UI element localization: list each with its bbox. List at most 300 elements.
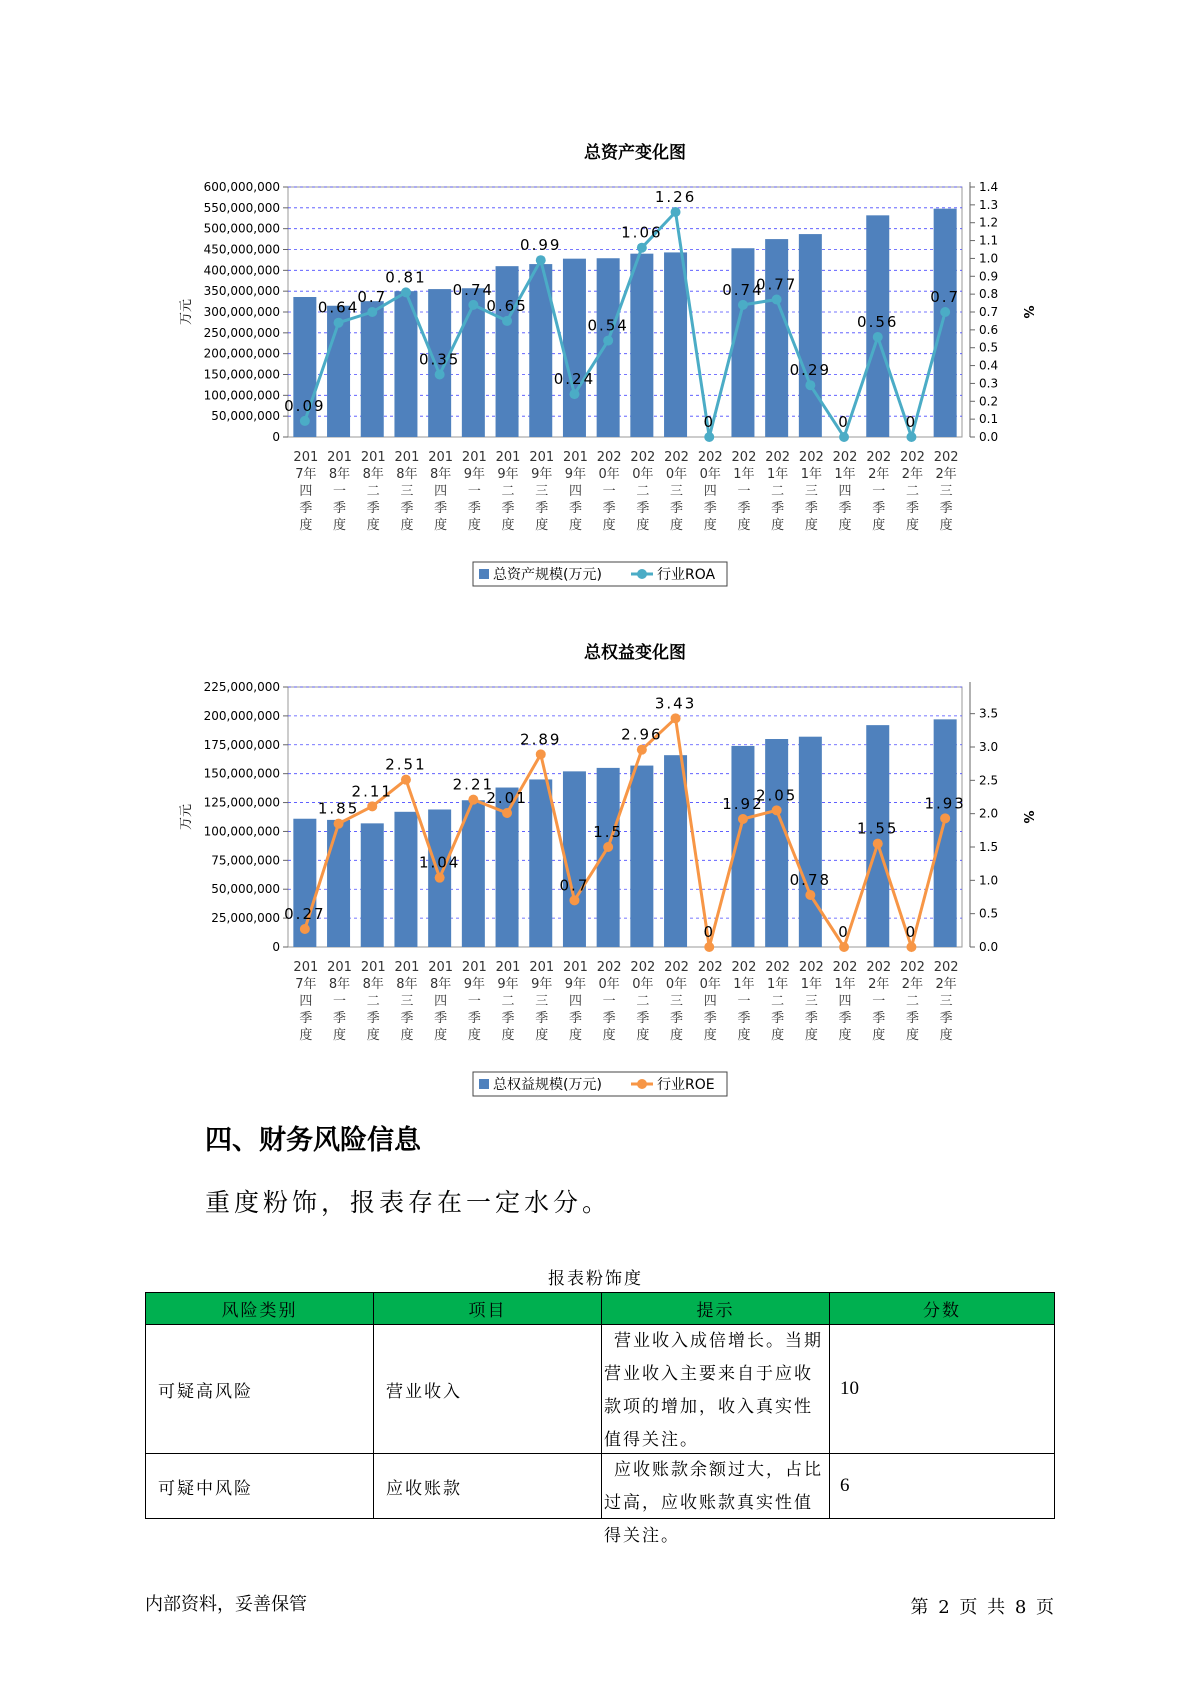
series-point [603,336,613,346]
svg-text:度: 度 [602,518,616,533]
svg-text:季: 季 [737,501,751,516]
data-label: 1.04 [418,853,461,872]
svg-text:202: 202 [630,960,656,975]
svg-text:季: 季 [905,1011,919,1026]
y-tick-label: 75,000,000 [211,853,280,868]
svg-text:度: 度 [636,518,650,533]
total-assets-chart [0,140,1191,704]
svg-text:二: 二 [905,484,919,499]
svg-text:度: 度 [771,518,785,533]
x-tick-label [799,960,824,1043]
y-tick-label: 150,000,000 [203,766,280,781]
data-label: 0.35 [418,350,461,369]
y-tick-label: 300,000,000 [203,305,280,319]
bar [597,258,620,437]
svg-text:一: 一 [872,994,886,1009]
svg-text:四: 四 [299,484,313,499]
series-point [637,745,647,755]
svg-text:8年: 8年 [430,467,452,482]
y2-tick-label: 1.3 [979,197,999,212]
x-tick-label [934,450,959,533]
series-point [569,895,579,905]
y2-axis-label: % [1020,810,1035,824]
svg-text:1年: 1年 [834,977,856,992]
series-point [940,813,950,823]
svg-text:二: 二 [501,994,515,1009]
svg-text:9年: 9年 [463,977,485,992]
svg-text:季: 季 [771,1011,785,1026]
svg-text:2年: 2年 [868,977,890,992]
svg-text:季: 季 [400,1011,414,1026]
legend-bar-swatch [479,569,489,579]
svg-text:0年: 0年 [598,977,620,992]
svg-text:季: 季 [636,1011,650,1026]
legend-bar-swatch [479,1079,489,1089]
series-point [334,819,344,829]
svg-text:度: 度 [872,1028,886,1043]
svg-text:201: 201 [327,450,352,465]
bar [731,248,754,437]
bar [765,739,788,947]
data-label: 0 [905,413,918,431]
svg-text:201: 201 [461,960,487,975]
header-item: 项目 [374,1293,602,1325]
series-point [502,808,512,818]
svg-text:9年: 9年 [564,467,587,482]
svg-text:201: 201 [360,450,386,465]
bar [361,823,384,947]
y2-tick-label: 3.0 [979,740,999,754]
svg-text:8年: 8年 [362,467,384,482]
svg-text:度: 度 [703,1028,717,1043]
y2-tick-label: 1.4 [979,180,999,194]
svg-text:2年: 2年 [868,467,890,482]
hint-cell [602,1325,830,1454]
svg-text:季: 季 [333,1011,347,1026]
x-tick-label [630,960,655,1043]
data-label: 2.05 [755,786,798,805]
svg-text:一: 一 [737,484,751,499]
svg-text:1年: 1年 [733,467,755,482]
y-tick-label: 200,000,000 [203,346,280,361]
series-point [839,432,849,442]
svg-text:202: 202 [866,450,892,465]
y2-tick-label: 0.7 [979,305,999,319]
svg-text:9年: 9年 [463,467,485,482]
svg-text:0年: 0年 [598,467,620,482]
svg-text:度: 度 [299,1028,313,1043]
series-point [805,380,815,390]
svg-text:0年: 0年 [665,467,688,482]
svg-text:二: 二 [366,994,380,1009]
y-axis-label: 万元 [179,803,194,831]
legend-bar-label: 总资产规模(万元) [493,567,602,583]
series-point [772,295,782,305]
data-label: 0.7 [559,876,590,895]
x-tick-label [900,450,925,533]
series-point [468,300,478,310]
svg-text:2年: 2年 [935,977,957,992]
section-heading: 四、财务风险信息 [205,1125,421,1156]
svg-text:三: 三 [400,994,414,1009]
data-label: 0.56 [857,313,899,331]
svg-text:度: 度 [602,1028,616,1043]
svg-text:季: 季 [535,501,549,516]
svg-text:202: 202 [630,450,656,465]
y2-tick-label: 0.5 [979,340,999,355]
svg-text:三: 三 [804,994,818,1009]
y2-tick-label: 1.2 [979,215,999,230]
x-tick-label [462,450,487,533]
y2-axis-label: % [1020,305,1035,319]
x-tick-label [765,960,790,1043]
series-point [772,805,782,815]
svg-text:季: 季 [366,1011,380,1026]
bar [529,779,552,947]
svg-text:201: 201 [529,450,555,465]
bar [664,755,687,947]
data-label: 2.89 [520,730,562,749]
data-label: 0.74 [722,280,764,299]
data-label: 0.54 [587,316,629,335]
svg-text:0年: 0年 [632,467,654,482]
data-label: 0.29 [789,361,832,380]
bar [462,288,485,437]
svg-text:季: 季 [804,1011,818,1026]
svg-text:度: 度 [838,1028,852,1043]
svg-text:202: 202 [933,960,959,975]
svg-text:二: 二 [636,994,650,1009]
data-label: 3.43 [654,694,697,713]
y-tick-label: 550,000,000 [203,200,280,215]
svg-text:一: 一 [737,994,751,1009]
svg-text:三: 三 [939,484,953,499]
svg-text:二: 二 [501,484,515,499]
svg-text:季: 季 [872,1011,886,1026]
data-label: 0 [905,923,918,941]
svg-text:度: 度 [434,518,448,533]
svg-text:8年: 8年 [328,467,351,482]
svg-text:201: 201 [293,450,319,465]
header-hint: 提示 [602,1293,830,1325]
x-tick-label [732,960,757,1043]
footer-confidential-note: 内部资料，妥善保管 [145,1594,307,1615]
data-label: 0 [838,413,850,431]
data-label: 0.65 [486,296,528,315]
svg-text:四: 四 [568,994,582,1009]
series-point [839,942,849,952]
svg-text:202: 202 [765,960,791,975]
svg-text:201: 201 [428,960,454,975]
hint-text: 营业收入成倍增长。当期营业收入主要来自于应收款项的增加，收入真实性值得关注。 [604,1331,823,1450]
svg-text:度: 度 [568,1028,582,1043]
svg-text:季: 季 [299,501,313,516]
header-score: 分数 [830,1293,1055,1325]
svg-text:201: 201 [563,960,588,975]
data-label: 0 [838,923,850,941]
x-tick-label [428,450,453,533]
svg-text:201: 201 [360,960,386,975]
svg-text:202: 202 [664,960,689,975]
svg-text:度: 度 [905,518,919,533]
svg-text:202: 202 [731,450,757,465]
series-point [704,432,714,442]
legend-bar-label: 总权益规模(万元) [493,1077,602,1093]
chart-title: 总资产变化图 [584,143,686,163]
svg-text:一: 一 [333,484,347,499]
svg-text:四: 四 [434,994,448,1009]
x-tick-label [395,450,420,533]
svg-text:季: 季 [872,501,886,516]
svg-text:201: 201 [461,450,487,465]
svg-text:2年: 2年 [935,467,957,482]
svg-text:201: 201 [428,450,454,465]
risk-category-cell: 可疑中风险 [146,1454,374,1519]
svg-text:度: 度 [737,1028,751,1043]
svg-text:二: 二 [905,994,919,1009]
y-tick-label: 175,000,000 [203,737,280,752]
data-label: 0.77 [755,275,798,294]
svg-text:一: 一 [467,484,481,499]
score-cell: 10 [830,1325,1055,1454]
y-tick-label: 225,000,000 [203,680,280,694]
svg-text:二: 二 [366,484,380,499]
svg-text:季: 季 [737,1011,751,1026]
svg-text:三: 三 [670,994,684,1009]
svg-text:9年: 9年 [497,977,519,992]
item-cell: 营业收入 [374,1325,602,1454]
svg-text:8年: 8年 [430,977,452,992]
x-tick-label [866,450,891,533]
svg-text:8年: 8年 [328,977,351,992]
x-tick-label [866,960,891,1043]
data-label: 0.99 [520,236,562,255]
y-tick-label: 500,000,000 [203,221,280,236]
bar [327,820,350,947]
bar [765,239,788,437]
svg-text:三: 三 [400,484,414,499]
svg-text:度: 度 [872,518,886,533]
y-tick-label: 100,000,000 [203,388,280,403]
x-tick-label [361,450,386,533]
svg-text:二: 二 [771,484,785,499]
bar [799,234,822,437]
svg-text:二: 二 [636,484,650,499]
svg-text:度: 度 [535,518,549,533]
y-tick-label: 600,000,000 [203,180,280,194]
footer-page-number: 第 2 页 共 8 页 [910,1597,1054,1618]
risk-table [145,1292,1055,1546]
series-point [906,432,916,442]
svg-text:201: 201 [563,450,588,465]
svg-text:9年: 9年 [564,977,587,992]
x-tick-label [900,960,925,1043]
svg-text:三: 三 [670,484,684,499]
svg-text:202: 202 [596,450,622,465]
svg-text:8年: 8年 [396,977,418,992]
svg-text:季: 季 [939,501,953,516]
svg-text:季: 季 [602,501,616,516]
data-label: 2.21 [452,775,495,794]
series-point [401,775,411,785]
svg-text:度: 度 [838,518,852,533]
svg-text:二: 二 [771,994,785,1009]
data-label: 2.96 [621,725,663,744]
svg-text:7年: 7年 [295,467,317,482]
svg-text:度: 度 [333,518,347,533]
table-caption: 报表粉饰度 [548,1269,643,1289]
svg-text:季: 季 [467,501,481,516]
y-tick-label: 125,000,000 [203,795,280,810]
legend-line-label: 行业ROE [657,1077,715,1093]
y2-tick-label: 0.0 [979,940,999,954]
svg-text:季: 季 [703,1011,717,1026]
svg-text:1年: 1年 [767,467,789,482]
x-tick-label [327,960,352,1043]
svg-text:季: 季 [804,501,818,516]
svg-text:度: 度 [703,518,717,533]
svg-text:度: 度 [670,518,684,533]
svg-text:202: 202 [664,450,689,465]
svg-text:度: 度 [737,518,751,533]
svg-text:三: 三 [535,484,549,499]
svg-text:202: 202 [933,450,959,465]
svg-text:季: 季 [838,501,852,516]
svg-text:8年: 8年 [396,467,418,482]
x-tick-label [698,960,723,1043]
series-point [300,416,310,426]
y2-tick-label: 1.0 [979,251,999,266]
svg-text:季: 季 [703,501,717,516]
x-tick-label [496,960,521,1043]
y-tick-label: 350,000,000 [203,284,280,299]
svg-text:1年: 1年 [800,977,822,992]
svg-text:季: 季 [939,1011,953,1026]
svg-text:季: 季 [670,501,684,516]
data-label: 0.64 [317,298,360,317]
svg-text:季: 季 [299,1011,313,1026]
data-label: 1.5 [593,823,624,841]
x-tick-label [630,450,655,533]
svg-text:201: 201 [529,960,555,975]
svg-text:1年: 1年 [767,977,789,992]
x-tick-label [833,450,858,533]
svg-text:度: 度 [535,1028,549,1043]
series-point [334,318,344,328]
series-point [873,839,883,849]
data-label: 2.51 [385,755,427,774]
svg-text:季: 季 [568,1011,582,1026]
svg-text:四: 四 [703,994,717,1009]
total-equity-chart [0,640,1191,1214]
svg-text:度: 度 [400,1028,414,1043]
data-label: 0.81 [385,268,427,287]
y-tick-label: 0 [272,430,280,444]
y-tick-label: 50,000,000 [211,882,280,897]
svg-text:度: 度 [467,518,481,533]
svg-text:1年: 1年 [834,467,856,482]
svg-text:季: 季 [568,501,582,516]
svg-text:度: 度 [400,518,414,533]
series-point [536,255,546,265]
data-label: 0.24 [553,370,596,389]
data-label: 1.55 [857,819,899,838]
bar [361,301,384,437]
svg-text:0年: 0年 [699,467,721,482]
bar [664,252,687,437]
y-tick-label: 150,000,000 [203,367,280,382]
svg-text:202: 202 [697,450,723,465]
data-label: 0.74 [452,280,495,299]
svg-text:度: 度 [299,518,313,533]
x-tick-label [833,960,858,1043]
data-label: 1.92 [722,795,764,813]
bar [462,800,485,947]
data-label: 0.27 [284,905,326,923]
table-row [146,1454,1055,1519]
svg-text:三: 三 [939,994,953,1009]
data-label: 0 [703,413,716,431]
data-label: 0.7 [930,288,961,306]
svg-text:201: 201 [394,960,420,975]
bar [630,254,653,437]
data-label: 1.26 [654,188,697,206]
y-tick-label: 450,000,000 [203,242,280,257]
data-label: 2.11 [351,782,393,801]
svg-text:度: 度 [568,518,582,533]
series-point [738,814,748,824]
svg-text:202: 202 [866,960,892,975]
series-point [536,749,546,759]
svg-text:四: 四 [434,484,448,499]
series-point [704,942,714,952]
svg-text:度: 度 [804,1028,818,1043]
x-tick-label [462,960,487,1043]
svg-text:201: 201 [495,450,521,465]
svg-text:季: 季 [535,1011,549,1026]
svg-text:201: 201 [293,960,319,975]
svg-text:季: 季 [905,501,919,516]
svg-text:度: 度 [333,1028,347,1043]
series-point [435,873,445,883]
svg-text:度: 度 [467,1028,481,1043]
series-point [468,795,478,805]
x-tick-label [563,450,588,533]
svg-text:度: 度 [670,1028,684,1043]
data-label: 1.06 [621,223,663,242]
svg-text:季: 季 [501,501,515,516]
svg-text:202: 202 [765,450,791,465]
hint-cell [602,1454,830,1546]
svg-text:1年: 1年 [733,977,755,992]
bar [934,209,957,437]
svg-text:201: 201 [495,960,521,975]
series-point [637,243,647,253]
legend [473,562,727,586]
series-point [906,942,916,952]
svg-text:8年: 8年 [362,977,384,992]
chart-title: 总权益变化图 [584,643,686,663]
series-point [671,207,681,217]
svg-text:季: 季 [501,1011,515,1026]
bar [394,812,417,947]
svg-text:0年: 0年 [699,977,721,992]
y-tick-label: 100,000,000 [203,824,280,839]
y2-tick-label: 0.6 [979,322,999,337]
x-tick-label [428,960,453,1043]
y-tick-label: 0 [272,940,280,954]
x-tick-label [765,450,790,533]
